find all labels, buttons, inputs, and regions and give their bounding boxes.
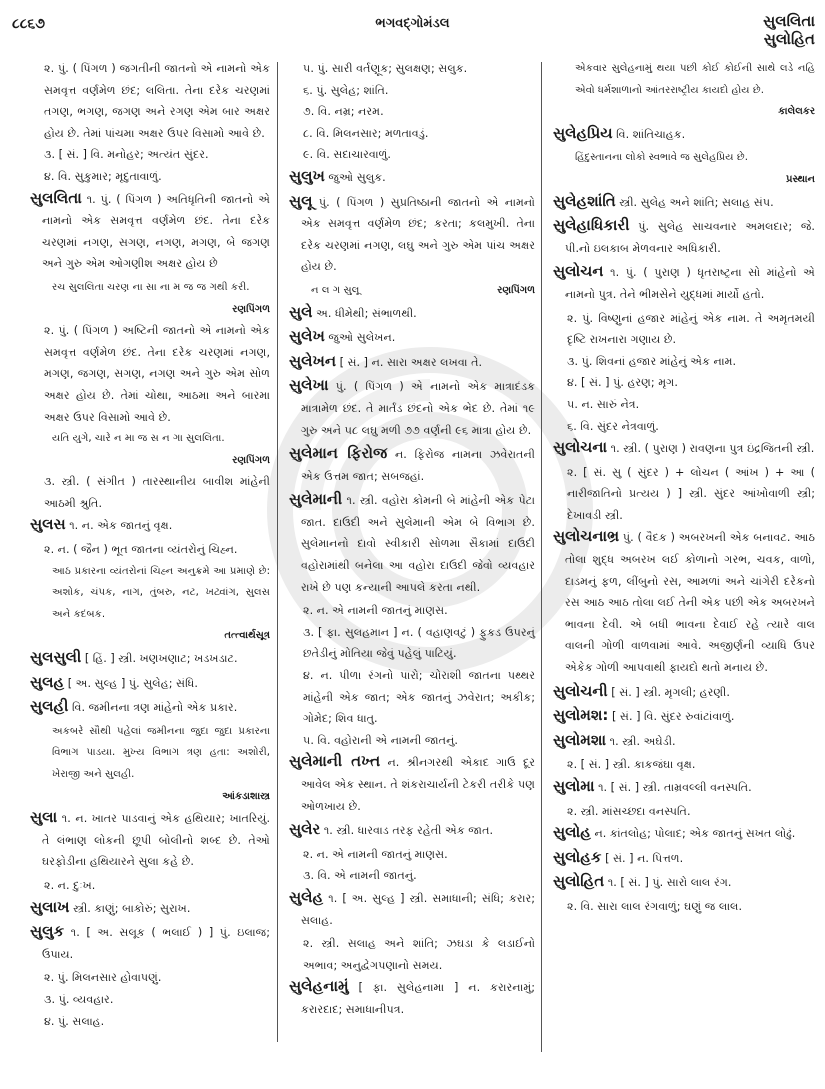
dictionary-entry <box>553 191 815 214</box>
entry-headword: સુલોહ <box>553 823 591 842</box>
entry-definition: ૧. સ્ત્રી. ( પુરાણ ) રાવણના પુત્ર ઇંદ્રજિતની સ્ત્રી. <box>610 442 815 456</box>
dictionary-entry <box>289 302 535 325</box>
dictionary-entry <box>553 730 815 753</box>
entry-definition: [ સં. ] ન. પિત્તળ. <box>605 851 684 865</box>
entry-definition: ૧. સ્ત્રી. અઘેડી. <box>609 734 676 748</box>
entry-sense: ૨. પું. વિષ્ણુનાં હજાર માંહેનું એક નામ. તે અમૃતમયી દૃષ્ટિ રાખનારા ગણાય છે. <box>567 311 815 347</box>
dictionary-entry <box>553 437 815 460</box>
entry-sense: ૬. પું. સુલેહ; શાંતિ. <box>303 83 389 97</box>
entry-headword: સુલેહ <box>289 887 324 906</box>
dictionary-entry <box>553 526 815 678</box>
column-divider <box>541 62 542 1052</box>
entry-sense: ૯. વિ. સદાચારવાળું. <box>303 148 391 162</box>
dictionary-entry <box>30 807 270 873</box>
entry-sense: ૬. વિ. સુંદર નેત્રવાળું. <box>567 419 659 433</box>
entry-headword: સુલોચની <box>553 681 608 700</box>
dictionary-entry <box>553 822 815 845</box>
entry-sense: ૨. સ્ત્રી. સલાહ અને શાંતિ; ઝઘડા કે લડાઈનો અભાવ; અનુદ્વેગપણાનો સમય. <box>303 937 535 972</box>
book-title: ભગવદ્ગોમંડલ <box>375 16 450 31</box>
usage-quote <box>289 280 535 302</box>
entry-headword: સુલોચનાભ્ર <box>553 527 620 546</box>
entry-definition: પું. ( પિંગળ ) એ નામનો એક માત્રાદંડક માત્રામેળ છંદ. તે માર્તંડ છંદનો એક ભેદ છે. તેમાં ૧૯ ગુરુ અને ૫૮ લઘુ મળી ૭૭ વર્ણની ૯૬ માત્રા હોય છે. <box>301 380 535 437</box>
usage-quote: યતિ યુગે, ચારે ન મા જ સ ન ગા સુલલિતા. <box>52 433 225 445</box>
entry-definition: જુઓ સુલેખન. <box>328 331 396 345</box>
entry-headword: સુલોમશ: <box>553 706 609 725</box>
entry-headword: સુલોહક <box>553 847 602 866</box>
entry-definition: ૧. ન. ખાતર પાડવાનું એક હથિયાર; ખાતરિયું. તે લંભાણ લોકની છૂપી બોલીનો શબ્દ છે. તેઓ ઘરફોડીના હથિયારને સુલા કહે છે. <box>42 812 271 869</box>
entry-headword: સુલલિતા <box>30 188 82 207</box>
entry-definition: સ્ત્રી. સુલેહ અને શાંતિ; સલાહ સંપ. <box>619 195 774 209</box>
entry-definition: [ સં. ] વિ. સુંદર રુવાંટાંવાળું. <box>611 710 735 724</box>
entry-definition: પું. ( વૈદક ) અબરખની એક બનાવટ. આઠ તોલા શુદ્ધ અબરખ લઈ કોળાનો ગરભ, ચવક, વાળો, દાડમનું ફળ, લીંબુનો રસ, આમળાં અને ચાંગેરી દરેકનો રસ આઠ આઠ તોલા લઈ તેની એક પછી એક અબરખને ભાવના દેવી. એ બધી ભાવના દેવાઈ રહે ત્યારે વાલ વાલની ગોળી વાળવામાં આવે. અજીર્ણની વ્યાધિ ઉપર એકેક ગોળી આપવાથી ફાયદો થતો મનાય છે. <box>565 531 816 675</box>
entry-definition: ૧. ન. એક જાતનું વૃક્ષ. <box>69 519 173 533</box>
column-divider <box>277 62 278 1042</box>
page-number: ૮૮૬૭ <box>12 16 45 32</box>
entry-sense: ૩. પું. વ્યવહાર. <box>44 992 114 1006</box>
entry-definition: ૧. [ સં. ] પું. સારો લાલ રંગ. <box>607 876 732 890</box>
dictionary-entry <box>289 375 535 441</box>
dictionary-entry <box>30 514 270 537</box>
entry-definition: ૧. [ સં. ] સ્ત્રી. તામ્રવલ્લી વનસ્પતિ. <box>598 781 752 794</box>
dictionary-entry <box>30 672 270 695</box>
entry-headword: સુલે <box>289 302 313 321</box>
dictionary-entry <box>553 776 815 799</box>
dictionary-entry <box>553 215 815 259</box>
entry-headword: સુલોહિત <box>553 872 605 891</box>
quote-source: રણપિંગળ <box>232 303 270 315</box>
entry-definition: વિ. જમીનના ત્રણ માંહેનો એક પ્રકાર. <box>72 701 238 715</box>
entry-definition: જુઓ સુલુક. <box>328 170 386 184</box>
entry-headword: સુલેહપ્રિય <box>553 123 613 142</box>
entry-headword: સુલા <box>30 808 58 827</box>
entry-sense: ૨. [ સં. ] સ્ત્રી. કાકજંઘા વૃક્ષ. <box>567 758 696 772</box>
column-3 <box>553 58 815 1049</box>
entry-definition: ન. કાંતલોહ; પોલાદ; એક જાતનું સખત લોઢું. <box>594 827 796 841</box>
entry-headword: સુલૂ <box>289 191 313 210</box>
usage-quote: અકબરે સૌથી પહેલાં જમીનના જુદા જુદા પ્રકારના વિભાગ પાડયા. મુખ્ય વિભાગ ત્રણ હતા: અશોરી, ખેરાજી અને સુલહી. <box>52 725 270 780</box>
quote-source: રણપિંગળ <box>232 454 270 466</box>
dictionary-entry <box>289 166 535 189</box>
dictionary-entry <box>553 847 815 870</box>
entry-definition: [ સં. ] સ્ત્રી. મૃગલી; હરણી. <box>611 685 730 699</box>
dictionary-entry <box>553 123 815 146</box>
dictionary-entry <box>289 191 535 278</box>
entry-headword: સુલોચના <box>553 438 608 457</box>
entry-definition: ન. ફિરોજ નામના ઝવેરાતની એક ઉત્તમ જાત; સબજહાં. <box>301 448 535 483</box>
entry-headword: સુલેહાધિકારી <box>553 216 630 235</box>
usage-quote: રચ સુલલિતા ચરણ ના સા ના મ જ જ ગથી કરી. <box>52 281 250 293</box>
usage-quote: આઠ પ્રકારના વ્યંતરોનાં ચિહ્ન અનુક્રમે આ પ્રમાણે છે: અશોક, ચંપક, નાગ, તુંબરુ, નટ, ખટ્વાંગ, સુલસ અને કદંબક. <box>52 565 270 620</box>
dictionary-entry <box>30 647 270 670</box>
entry-sense: ૨. વિ. સારા લાલ રંગવાળું; ઘણું જ લાલ. <box>567 899 743 913</box>
dictionary-entry <box>553 261 815 305</box>
dictionary-entry <box>553 871 815 894</box>
entry-definition: ૧. [ અ. સુલ્હ ] સ્ત્રી. સમાધાની; સંધિ; કરાર; સલાહ. <box>301 891 535 927</box>
entry-sense: ૨. પું. મિલનસાર હોવાપણું. <box>44 971 162 985</box>
entry-definition: અ. ધીમેથી; સંભાળથી. <box>316 306 417 320</box>
quote-source: પ્રસ્થાન <box>785 173 815 185</box>
entry-definition: સ્ત્રી. કાણું; બાકોરું; સુરાખ. <box>73 901 191 915</box>
entry-sense: ૨. સ્ત્રી. માંસચ્છદા વનસ્પતિ. <box>567 804 691 818</box>
entry-sense: ૫. પું. સારી વર્તણૂક; સુલક્ષણ; સલુક. <box>303 62 468 75</box>
entry-headword: સુલેમાની <box>289 490 343 509</box>
dictionary-entry <box>289 819 535 842</box>
entry-sense: ૪. વિ. સુકુમાર; મૃદુતાવાળું. <box>44 169 162 183</box>
entry-headword: સુલોચન <box>553 262 604 281</box>
entry-headword: સુલેખન <box>289 351 336 370</box>
page-header <box>0 0 825 58</box>
entry-definition: ન. શ્રીનગરથી એકાદ ગાઉ દૂર આવેલ એક સ્થાન. તે શંકરાચાર્યની ટેકરી તરીકે પણ ઓળખાય છે. <box>301 756 535 813</box>
entry-sense: ૨. [ સં. સુ ( સુંદર ) + લોચન ( આંખ ) + આ ( નારીજાતિનો પ્રત્યય ) ] સ્ત્રી. સુંદર આંખોવાળી સ્ત્રી; દેખાવડી સ્ત્રી. <box>567 465 815 522</box>
entry-sense: ૨. ન. ( જૈન ) ભૂત જાતના વ્યંતરોનું ચિહ્ન. <box>44 543 238 557</box>
entry-sense: ૨. પું. ( પિંગળ ) જગતીની જાતનો એ નામનો એક સમવૃત્ત વર્ણમેળ છંદ; લલિતા. તેના દરેક ચરણમાં તગણ, ભગણ, જગણ અને રગણ એમ બાર અક્ષર હોય છે. તેમાં પાંચમા અક્ષર ઉપર વિસામો આવે છે. <box>44 62 270 140</box>
dictionary-entry <box>30 696 270 719</box>
entry-headword: સુલેમાની તખ્ત <box>289 752 381 771</box>
entry-headword: સુલોમશા <box>553 730 607 749</box>
entry-definition: ૧. પું. ( પિંગળ ) અતિધૃતિની જાતનો એ નામનો એક સમવૃત્ત વર્ણમેળ છંદ. તેના દરેક ચરણમાં નગણ, સગણ, નગણ, મગણ, બે જગણ અને ગુરુ એમ ઓગણીશ અક્ષર હોય છે <box>42 192 271 271</box>
column-1 <box>30 58 270 1049</box>
dictionary-entry <box>289 489 535 598</box>
entry-sense: ૩. સ્ત્રી. ( સંગીત ) તારસ્થાનીય બાવીશ માંહેની આઠમી શ્રુતિ. <box>44 475 270 510</box>
entry-definition: [ સં. ] ન. સારા અક્ષર લખવા તે. <box>339 355 483 369</box>
entry-headword: સુલુખ <box>289 166 325 185</box>
quote-source: કાલેલકર <box>778 106 815 118</box>
entry-headword: સુલેહશાંતિ <box>553 191 616 210</box>
guide-word-first: સુલલિતા <box>763 12 815 30</box>
entry-headword: સુલેહનામું <box>289 977 349 996</box>
dictionary-entry <box>30 921 270 965</box>
entry-headword: સુલસુલી <box>30 648 82 667</box>
dictionary-entry <box>553 681 815 704</box>
entry-definition: [ હિં. ] સ્ત્રી. ખણખણાટ; ખડખડાટ. <box>84 652 238 666</box>
entry-headword: સુલહ <box>30 672 65 691</box>
entry-definition: ૧. [ અ. સલૂક ( ભલાઈ ) ] પું. ઇલાજ; ઉપાય. <box>42 926 270 961</box>
entry-sense: ૪. ન. પીળા રંગનો પારો; ચોરાશી જાતના પથ્થર માંહેની એક જાત; એક જાતનું ઝવેરાત; અકીક; ગોમેદ; શિવ ધાતુ. <box>303 669 535 726</box>
guide-word-last: સુલોહિત <box>763 30 815 48</box>
entry-definition: પું. સુલેહ સાચવનાર અમલદાર; જે. પી.નો ઇલકાબ મેળવનાર અધિકારી. <box>565 220 815 255</box>
entry-sense: ૨. ન. દુઃખ. <box>44 878 96 892</box>
entry-headword: સુલેખા <box>289 376 329 395</box>
entry-headword: સુલસ <box>30 515 66 534</box>
entry-headword: સુલેમાન ફિરોજ <box>289 444 388 463</box>
entry-definition: [ અ. સુલ્હ ] પું. સુલેહ; સંધિ. <box>67 676 198 690</box>
entry-sense: ૪. પું. સલાહ. <box>44 1014 105 1028</box>
dictionary-entry <box>30 188 270 275</box>
entry-sense: ૨. પું. ( પિંગળ ) અષ્ટિની જાતનો એ નામનો એક સમવૃત્ત વર્ણમેળ છંદ. તેના દરેક ચરણમાં નગણ, મગણ, જગણ, સગણ, નગણ અને ગુરુ એમ સોળ અક્ષર હોય છે. તેમાં ચોથા, આઠમા અને બારમા અક્ષર ઉપર વિસામો આવે છે. <box>44 324 270 424</box>
dictionary-entry <box>553 705 815 728</box>
quote-source: આંકડાશાસ્ત્ર <box>222 790 270 802</box>
dictionary-entry <box>289 351 535 374</box>
quote-text: ન લ ગ સુલૂ <box>311 284 360 296</box>
entry-sense: ૩. [ ફા. સુલહમાન ] ન. ( વહાણવટું ) ફુકડ ઉપરનું છતેડીનું મોતિયા જેવું પહેલું પાટિયું. <box>303 625 535 661</box>
guide-words <box>763 12 815 48</box>
entry-headword: સુલોમા <box>553 777 595 795</box>
entry-sense: ૮. વિ. મિલનસાર; મળતાવડું. <box>303 126 429 140</box>
dictionary-entry <box>289 326 535 349</box>
usage-quote: હિંદુસ્તાનના લોકો સ્વભાવે જ સુલેહપ્રિય છે. <box>575 152 748 164</box>
entry-definition: [ ફા. સુલેહનામા ] ન. કરારનામું; કરારદાદ; સમાધાનીપત્ર. <box>301 981 535 1016</box>
entry-definition: ૧. સ્ત્રી. ધારવાડ તરફ રહેતી એક જાત. <box>323 824 494 838</box>
column-2 <box>289 58 535 1049</box>
entry-definition: ૧. સ્ત્રી. વહોરા કોમની બે માંહેની એક પેટા જાત. દાઉદી અને સુલેમાની એમ બે વિભાગ છે. સુલેમાનનો દાવો સ્વીકારી સોળમા સૈકામાં દાઉદી વહોરામાંથી બનેલા આ વહોરા દાઉદી જેવો વ્યવહાર રાખે છે પણ કન્યાની આપલે કરતા નથી. <box>301 494 535 594</box>
quote-source: તત્ત્વાર્થસૂત્ર <box>224 630 270 642</box>
entry-headword: સુલેર <box>289 820 321 839</box>
entry-sense: ૩. [ સં. ] વિ. મનોહર; અત્યંત સુંદર. <box>44 148 209 162</box>
entry-headword: સુલાખ <box>30 897 70 916</box>
entry-sense: ૫. ન. સારું નેત્ર. <box>567 397 640 411</box>
entry-headword: સુલહી <box>30 697 69 716</box>
entry-sense: ૩. પું. શિવનાં હજાર માંહેનું એક નામ. <box>567 354 737 368</box>
entry-sense: ૫. વિ. વહોરાની એ નામની જાતનું. <box>303 733 458 747</box>
usage-quote: એકવાર સુલેહનામું થયા પછી કોઈ કોઈની સાથે લડે નહિ એવો ધર્મશાળાનો આંતરરાષ્ટ્રીય કાયદો હોય છે. <box>575 63 815 96</box>
entry-sense: ૨. ન. એ નામની જાતનું માણસ. <box>303 604 448 618</box>
entry-sense: ૪. [ સં. ] પું. હરણ; મૃગ. <box>567 376 678 390</box>
entry-sense: ૩. વિ. એ નામની જાતનું. <box>303 869 417 883</box>
entry-sense: ૨. ન. એ નામની જાતનું માણસ. <box>303 847 448 861</box>
entry-sense: ૭. વિ. નમ્ર; નરમ. <box>303 105 384 119</box>
entry-definition: વિ. શાંતિચાહક. <box>616 127 686 141</box>
dictionary-entry <box>289 976 535 1020</box>
dictionary-entry <box>289 751 535 817</box>
dictionary-entry <box>289 887 535 931</box>
entry-headword: સુલેખ <box>289 327 325 346</box>
dictionary-entry <box>289 443 535 487</box>
entry-headword: સુલુક <box>30 922 65 941</box>
entry-definition: ૧. પું. ( પુરાણ ) ધૃતરાષ્ટ્રના સો માંહેનો એ નામનો પુત્ર. તેને ભીમસેને યુદ્ધમાં માર્યો હતો. <box>565 266 815 301</box>
dictionary-entry <box>30 897 270 920</box>
quote-source: રણપિંગળ <box>497 284 535 296</box>
entry-definition: પું. ( પિંગળ ) સુપ્રતિષ્ઠાની જાતનો એ નામનો એક સમવૃત્ત વર્ણમેળ છંદ; કરતા; કલમુખી. તેના દરેક ચરણમાં નગણ, લઘુ અને ગુરુ એમ પાંચ અક્ષર હોય છે. <box>301 195 535 274</box>
